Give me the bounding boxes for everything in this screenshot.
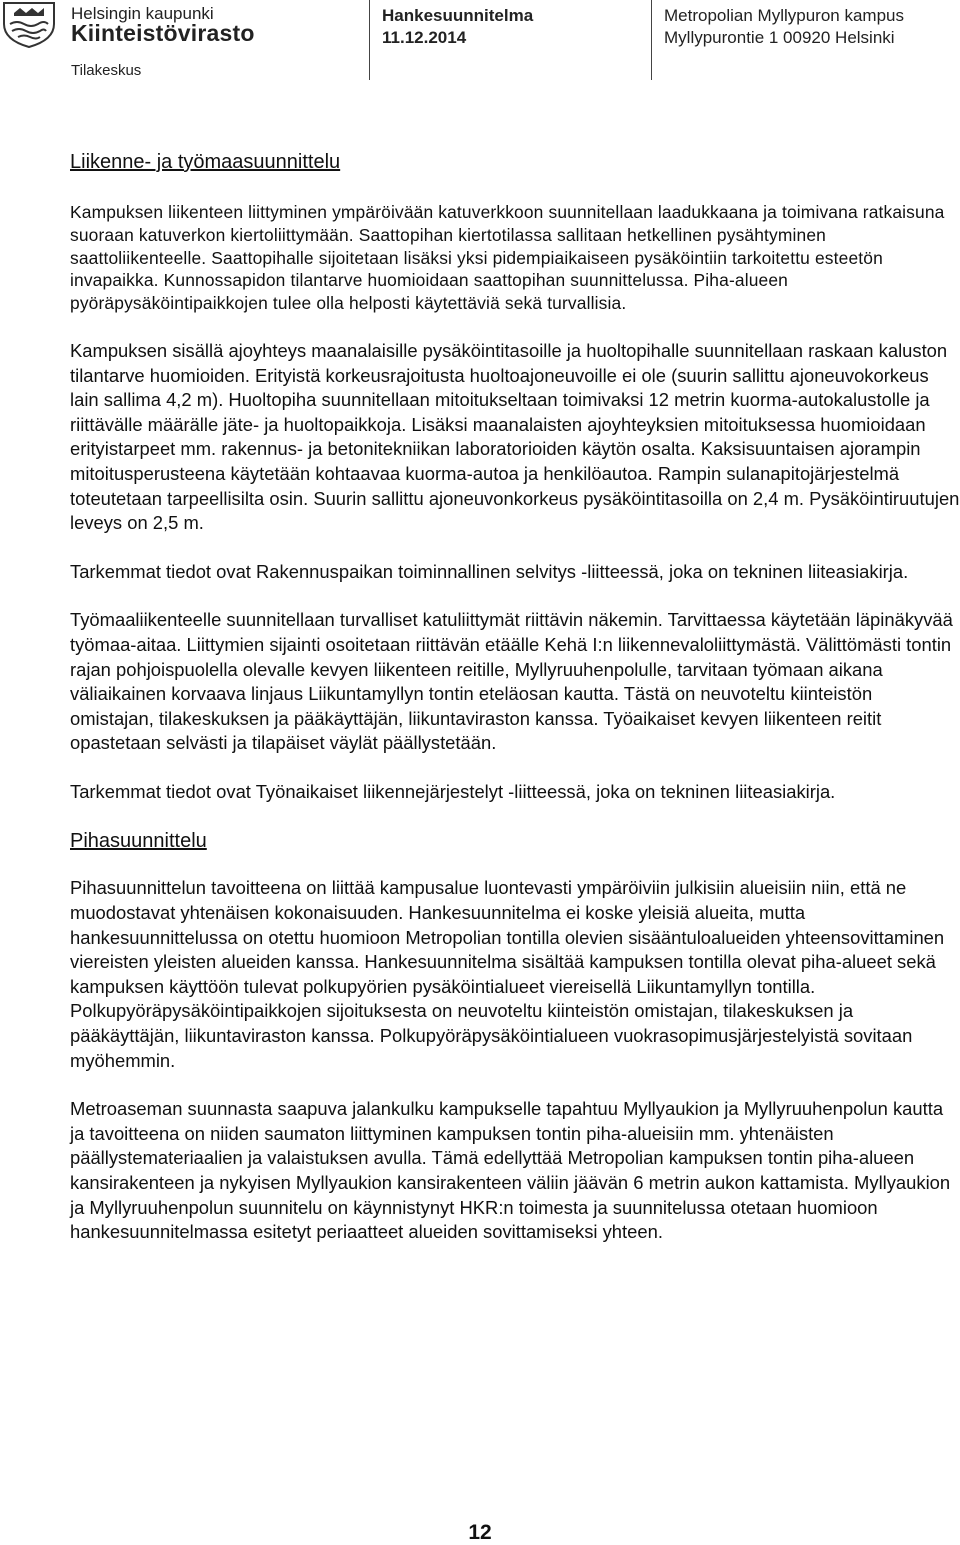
paragraph: Tarkemmat tiedot ovat Rakennuspaikan toiminnallinen selvitys -liitteessä, joka on tekninen liiteasiakirja.: [70, 560, 909, 582]
paragraph: Työmaaliikenteelle suunnitellaan turvalliset katuliittymät riittävin näkemin. Tarvittaessa käytetään läpinäkyvää työmaa-aitaa. Liittymien sijainti osoitetaan riittävän etäälle Kehä I:n liikennevaloliittymästä. Välittömästi tontin rajan pohjoispuolella olevalle kevyen liikenteen reitille, Myllyruuhenpolulle, tarvitaan työmaan aikana väliaikainen korvaava linjaus Liikuntamyllyn tontin eteläosan kautta. Tästä on neuvoteltu kiinteistön omistajan, tilakeskuksen ja pääkäyttäjän, liikuntaviraston kanssa. Työaikaiset kevyen liikenteen reitit opastetaan selvästi ja tilapäiset väylät päällystetään.: [70, 609, 953, 754]
section-pihasuunnittelu: [70, 829, 960, 1244]
paragraph: Kampuksen sisällä ajoyhteys maanalaisille pysäköintitasoille ja huoltopihalle suunnitellaan raskaan kaluston tilantarve huomioiden. Erityistä korkeusrajoitusta huoltoajoneuvoille ei ole (suurin sallittu ajoneuvokorkeus lain sallima 4,2 m). Huoltopiha suunnitellaan mitoitukseltaan toimivaksi 12 metrin kuorma-autokalustolle ja riittävälle määrälle jäte- ja huoltopaikkoja. Lisäksi maanalaisten ajoyhteyksien mitoituksessa huomioidaan erityistarpeet mm. rakennus- ja betonitekniikan laboratorioiden käytön osalta. Kaksisuuntaisen ajorampin mitoitusperusteena käytetään kohtaavaa kuorma-autoa ja henkilöautoa. Rampin sulanapitojärjestelmä toteutetaan tarpeellisilta osin. Suurin sallittu ajoneuvonkorkeus pysäköintitasoilla on 2,4 m. Pysäköintiruutujen leveys on 2,5 m.: [70, 339, 960, 534]
paragraph: Metroaseman suunnasta saapuva jalankulku kampukselle tapahtuu Myllyaukion ja Myllyruuhenpolun kautta ja tavoitteena on niiden saumaton liittyminen kampuksen tontin piha-alueisiin mm. yhtenäisten päällystemateriaalien ja valaistuksen avulla. Tämä edellyttää Metropolian kampuksen tontin piha-alueen kansirakenteen ja nykyisen Myllyaukion kansirakenteen väliin jäävän 6 metrin aukon kattamista. Myllyaukion ja Myllyruuhenpolun suunnitelu on käynnistynyt HKR:n toimesta ja suunnitelussa otetaan huomioon hankesuunnitelmassa esitetyt periaatteet alueiden sovittamiseksi yhteen.: [70, 1098, 951, 1243]
org-unit: Tilakeskus: [71, 62, 142, 79]
paragraph: Tarkemmat tiedot ovat Työnaikaiset liikennejärjestelyt -liitteessä, joka on tekninen liiteasiakirja.: [70, 780, 836, 802]
org-top-line: Helsingin kaupunki: [71, 4, 214, 23]
section-heading: Liikenne- ja työmaasuunnittelu: [70, 151, 341, 173]
document-date: 11.12.2014: [382, 28, 467, 47]
page-number: 12: [468, 1521, 492, 1544]
location-address: Myllypurontie 1 00920 Helsinki: [664, 28, 895, 47]
location-name: Metropolian Myllypuron kampus: [664, 6, 904, 25]
helsinki-crest-icon: [0, 0, 58, 48]
section-liikenne: [70, 150, 960, 315]
document-title: Hankesuunnitelma: [382, 6, 534, 25]
section-liikenne-continued: [70, 339, 960, 805]
document-body: [70, 150, 960, 1245]
paragraph: Pihasuunnittelun tavoitteena on liittää kampusalue luontevasti ympäröiviin julkisiin alueisiin niin, että ne muodostavat yhtenäisen kokonaisuuden. Hankesuunnitelma ei koske yleisiä alueita, mutta hankesuunnittelussa on otettu huomioon Metropolian tontilla olevien sisääntuloalueiden yhteensovittaminen viereisten yleisten alueiden kanssa. Hankesuunnitelma sisältää kampuksen tontilla olevat piha-alueet sekä kampuksen käyttöön tulevat polkupyörien pysäköintialueet viereisellä Liikuntamyllyn tontilla. Polkupyöräpysäköintipaikkojen sijoituksesta on neuvoteltu kiinteistön omistajan, tilakeskuksen ja pääkäyttäjän, liikuntaviraston kanssa. Polkupyöräpysäköintialueen vuokrasopimusjärjestelyistä sovitaan myöhemmin.: [70, 877, 945, 1071]
section-heading: Pihasuunnittelu: [70, 830, 207, 853]
org-name: Kiinteistövirasto: [71, 20, 255, 46]
header-divider: [651, 0, 652, 80]
header-divider: [369, 0, 370, 80]
paragraph: Kampuksen liikenteen liittyminen ympäröivään katuverkkoon suunnitellaan laadukkaana ja toimivana ratkaisuna suoraan katuverkon kiertoliittymään. Saattopihan kiertotilassa sallitaan hetkellinen pysähtyminen saattoliikenteelle. Saattopihalle sijoitetaan lisäksi yksi pidempiaikaiseen pysäköintiin tarkoitettu esteetön invapaikka. Kunnossapidon tilantarve huomioidaan saattopihan suunnittelussa. Piha-alueen pyöräpysäköintipaikkojen tulee olla helposti käytettäviä sekä turvallisia.: [70, 202, 945, 314]
page-header: [0, 0, 960, 82]
